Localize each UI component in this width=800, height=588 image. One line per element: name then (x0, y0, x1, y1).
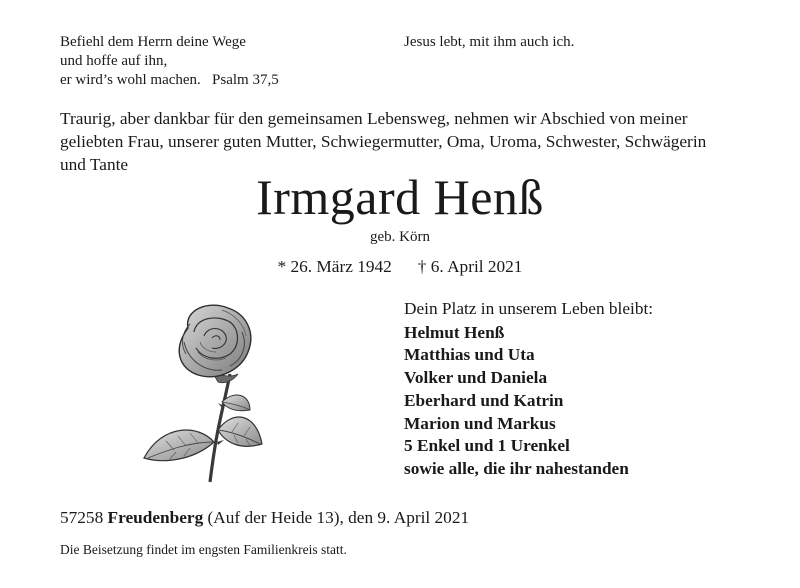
rose-icon (138, 302, 264, 484)
mourners-list (404, 298, 653, 481)
mourner-name: sowie alle, die ihr nahestanden (404, 458, 629, 478)
postcode: 57258 (60, 508, 104, 527)
bible-verse (60, 33, 279, 90)
life-dates (0, 256, 800, 278)
place-and-date (60, 507, 469, 529)
easter-verse: Jesus lebt, mit ihm auch ich. (404, 34, 575, 50)
mourner-name: Eberhard und Katrin (404, 390, 564, 410)
deceased-name: Irmgard Henß (256, 169, 544, 225)
intro-text (60, 107, 760, 176)
city: Freudenberg (107, 508, 204, 527)
verse-line: und hoffe auf ihn, (60, 53, 168, 69)
mourner-name: Matthias und Uta (404, 345, 535, 365)
mourner-name: 5 Enkel und 1 Urenkel (404, 436, 570, 456)
birth-date: * 26. März 1942 (277, 257, 392, 276)
burial-note: Die Beisetzung findet im engsten Familienkreis statt. (60, 542, 347, 557)
mourner-name: Marion und Markus (404, 413, 556, 433)
address-and-date: (Auf der Heide 13), den 9. April 2021 (207, 508, 470, 527)
intro-line: geliebten Frau, unserer guten Mutter, Schwiegermutter, Oma, Uroma, Schwester, Schwägerin (60, 132, 707, 151)
mourner-name: Helmut Henß (404, 322, 505, 342)
intro-line: und Tante (60, 155, 129, 174)
intro-line: Traurig, aber dankbar für den gemeinsamen Lebensweg, nehmen wir Abschied von meiner (60, 109, 688, 128)
mourners-lead: Dein Platz in unserem Leben bleibt: (404, 299, 654, 318)
birth-name: geb. Körn (370, 229, 430, 245)
mourner-name: Volker und Daniela (404, 368, 548, 388)
verse-line: er wird’s wohl machen. Psalm 37,5 (60, 72, 279, 88)
verse-line: Befiehl dem Herrn deine Wege (60, 34, 246, 50)
death-date: † 6. April 2021 (417, 257, 523, 276)
